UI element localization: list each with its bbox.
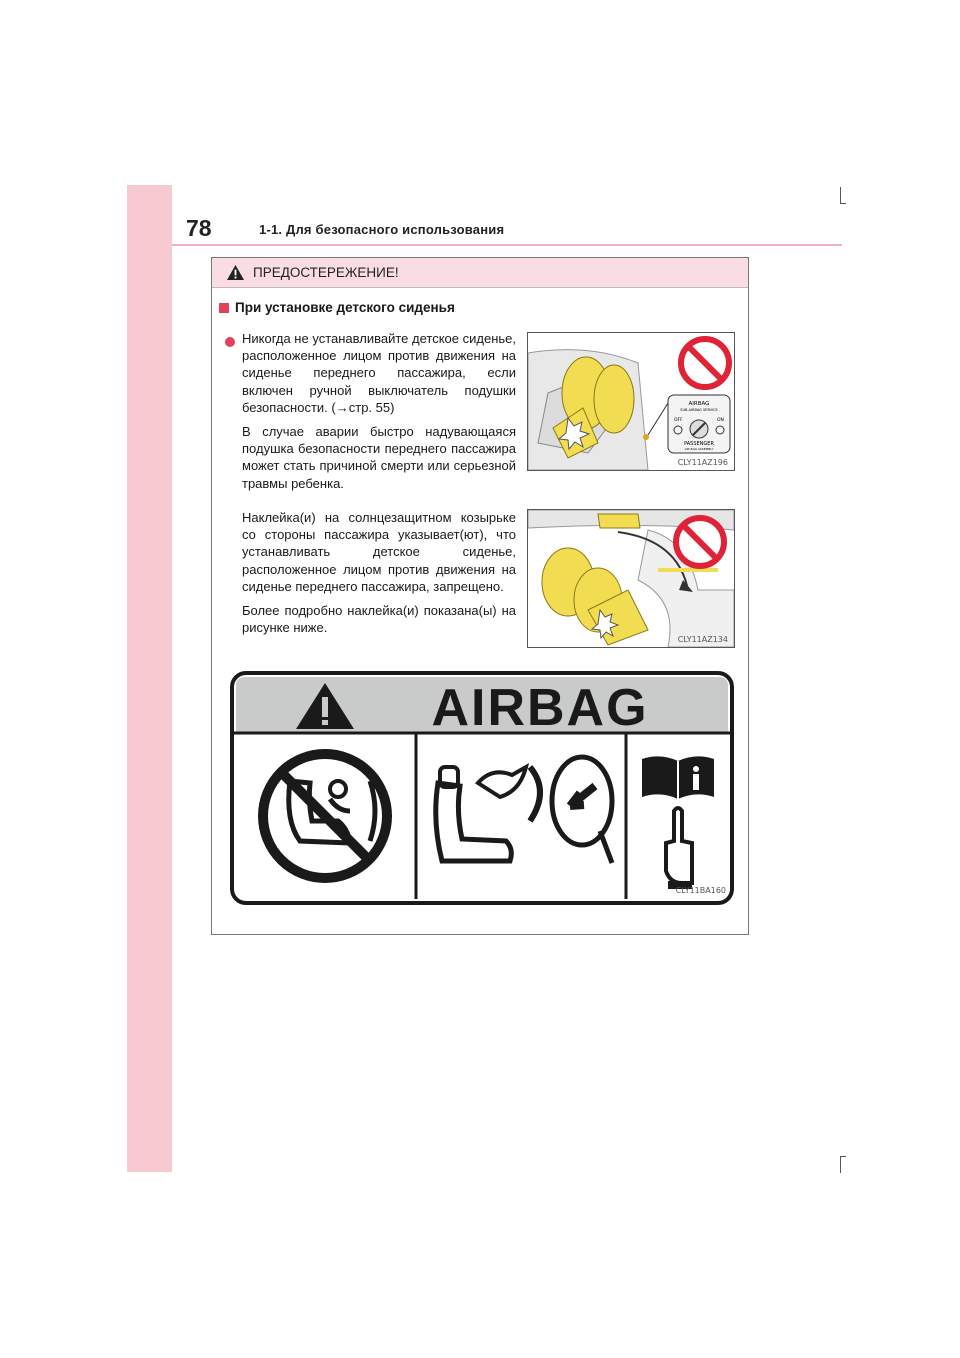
airbag-label-title: AIRBAG xyxy=(431,679,649,737)
side-color-strip xyxy=(127,185,172,1172)
switch-title: AIRBAG xyxy=(688,401,710,407)
switch-on-label: ON xyxy=(717,418,724,423)
warning-triangle-icon xyxy=(226,264,245,281)
crop-mark-bottom-head xyxy=(840,1156,846,1157)
figure-2-code: CLY11AZ134 xyxy=(677,635,728,644)
figure-2-illustration xyxy=(528,510,734,647)
manual-info-icon xyxy=(642,756,714,799)
switch-subtitle: SUB-AIRBAG SERVICE xyxy=(680,408,718,412)
subheading xyxy=(219,300,455,315)
header-rule xyxy=(172,244,842,246)
square-bullet-icon xyxy=(219,303,229,313)
caution-box xyxy=(211,257,749,935)
page-number: 78 xyxy=(186,215,212,241)
paragraph-1: В случае аварии быстро надувающаяся подушка безопасности переднего пассажира может стать причиной смерти или серьезной травмы ребенка. xyxy=(242,424,516,491)
prohibited-child-seat-icon xyxy=(263,754,387,878)
switch-passenger-label: PASSENGER xyxy=(684,441,714,447)
caution-title: ПРЕДОСТЕРЕЖЕНИЕ! xyxy=(253,265,399,280)
crop-mark-bottom xyxy=(840,1156,841,1173)
figure-1-code: CLY11AZ196 xyxy=(677,458,728,467)
switch-off-label: OFF xyxy=(674,418,683,423)
circle-bullet-icon xyxy=(225,337,235,347)
crop-mark-top-foot xyxy=(840,203,846,204)
figure-sun-visor xyxy=(527,509,735,648)
airbag-label-illustration xyxy=(230,671,734,905)
section-title: 1-1. Для безопасного использования xyxy=(259,222,505,237)
figure-airbag-switch xyxy=(527,332,735,471)
caution-header xyxy=(212,258,748,288)
airbag-label-code: CLY11BA160 xyxy=(675,886,726,895)
paragraph-3: Более подробно наклейка(и) показана(ы) на рисунке ниже. xyxy=(242,603,516,636)
switch-subtitle-2: AIR BAG ASSEMBLY xyxy=(684,447,714,451)
paragraph-2: Наклейка(и) на солнцезащитном козырьке со стороны пассажира указывает(ют), что устанавливать детское сиденье, расположенное лицом против движения на сиденье переднего пассажира, запрещено. xyxy=(242,510,516,594)
bullet-text: Никогда не устанавливайте детское сиденье, расположенное лицом против движения на сиденье переднего пассажира, если включен ручной выключатель подушки безопасности. (→стр. 55) xyxy=(242,331,516,415)
text-column-2 xyxy=(242,509,516,643)
crop-mark-top xyxy=(840,187,841,204)
airbag-warning-label xyxy=(230,671,734,905)
figure-1-illustration xyxy=(528,333,734,470)
subheading-text: При установке детского сиденья xyxy=(235,300,455,315)
text-column-1 xyxy=(242,330,516,499)
